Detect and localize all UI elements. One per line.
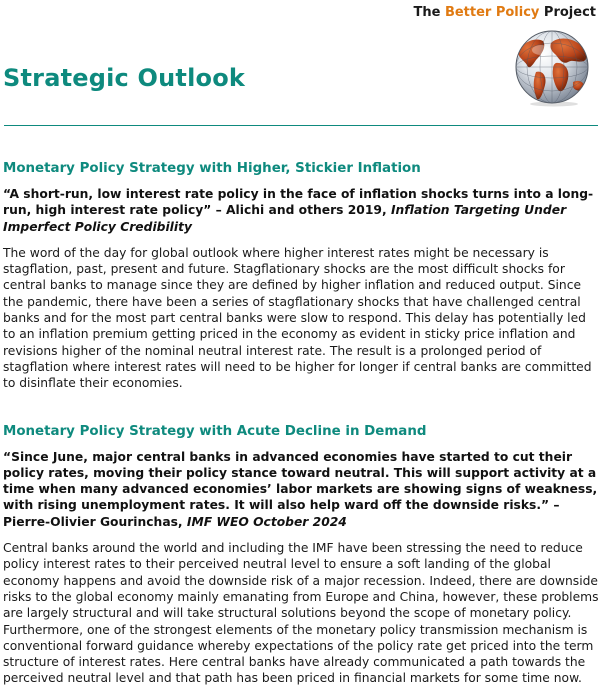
section-body: The word of the day for global outlook where higher interest rates might be necessary is stagflation, past, present and future. Stagflationary shocks are the most difficult shocks for central banks to manage since they are defined by higher inflation and reduced output. Since the pandemic, there have been a series of stagflationary shocks that have challenged central banks and for the most part central banks were slow to respond. This delay has potentially led to an inflation premium getting priced in the economy as evident in sticky price inflation and revisions higher of the nominal neutral interest rate. The result is a prolonged period of stagflation where interest rates will need to be higher for longer if central banks are committed to disinflate their economies. [3, 245, 592, 391]
brand-accent: Better Policy [444, 5, 540, 20]
section-body: Central banks around the world and including the IMF have been stressing the need to reduce policy interest rates to their perceived neutral level to ensure a soft landing of the global economy happens and avoid the downside risk of a major recession. Indeed, there are downside risks to the global economy mainly emanating from Europe and China, however, these problems are largely structural and will take structural solutions beyond the scope of monetary policy. Furthermore, one of the strongest elements of the monetary policy transmission mechanism is conventional forward guidance whereby expectations of the policy rate get priced into the term structure of interest rates. Here central banks have already communicated a path towards the perceived neutral level and that path has been priced in financial markets for some time now. [3, 541, 599, 686]
quote-source: Inflation Targeting Under Imperfect Policy Credibility [3, 203, 567, 234]
quote-text: “A short-run, low interest rate policy in the face of inflation shocks turns into a long-run, high interest rate policy” – Alichi and others 2019, [3, 187, 594, 218]
quote-text: “Since June, major central banks in advanced economies have started to cut their policy rates, moving their policy stance toward neutral. This will support activity at a time when many advanced economies’ labor markets are showing signs of weakness, with rising unemployment rates. It will also help ward off the downside risks.” – Pierre-Olivier Gourinchas, [3, 449, 598, 529]
section-heading: Monetary Policy Strategy with Acute Decline in Demand [3, 423, 427, 439]
brand-name [413, 5, 596, 20]
brand-prefix: The [413, 5, 445, 20]
section-quote [3, 449, 602, 530]
section-decline-demand [3, 423, 602, 687]
globe-icon [512, 27, 592, 107]
section-quote [3, 186, 602, 235]
title-divider [4, 125, 598, 126]
section-heading: Monetary Policy Strategy with Higher, Stickier Inflation [3, 161, 421, 176]
quote-source: IMF WEO October 2024 [186, 514, 347, 529]
page-title: Strategic Outlook [3, 64, 246, 92]
brand-suffix: Project [539, 5, 596, 20]
main-content [3, 160, 602, 687]
section-higher-inflation [3, 160, 602, 392]
